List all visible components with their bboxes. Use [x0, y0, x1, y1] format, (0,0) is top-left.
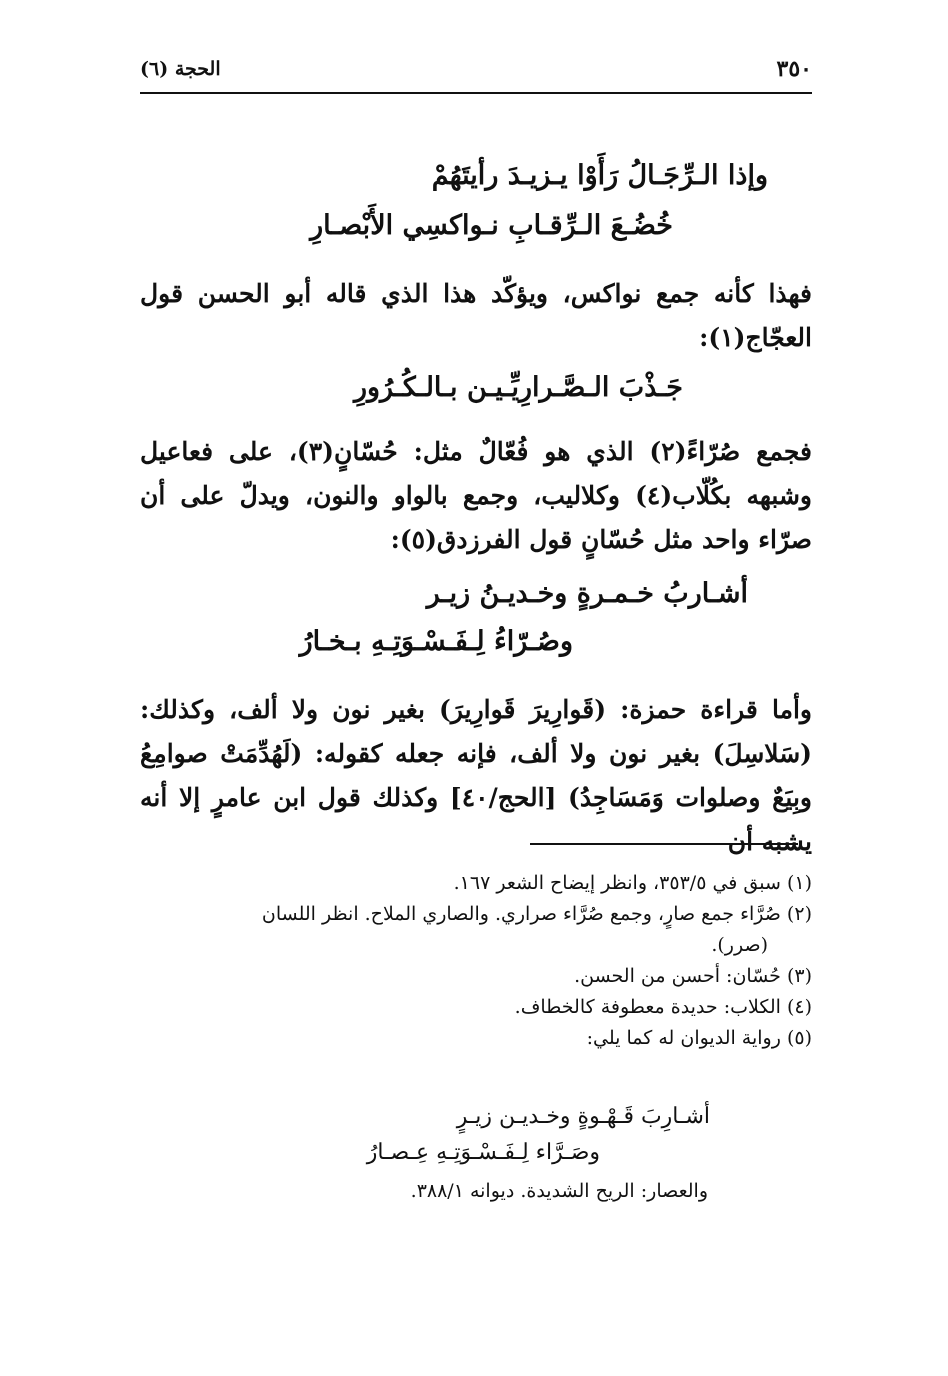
footnotes	[140, 868, 812, 1054]
footnote-5-verse-line-1: أشـارِبَ قَـهْـوةٍ وخـديـن زيـرٍ	[456, 1104, 710, 1129]
running-title: الحجة (٦)	[140, 58, 221, 80]
footnote-3: (٣) حُسّان: أحسن من الحسن.	[574, 965, 812, 987]
page-header	[140, 52, 812, 94]
footnote-5-note: والعصار: الريح الشديدة. ديوانه ٣٨٨/١.	[410, 1180, 708, 1202]
verse-3-line-1: أشـاربُ خـمـرةٍ وخـديـنُ زيـر	[426, 578, 748, 609]
footnote-5: (٥) رواية الديوان له كما يلي:	[586, 1027, 812, 1049]
footnote-1: (١) سبق في ٣٥٣/٥، وانظر إيضاح الشعر ١٦٧.	[453, 872, 812, 894]
page-number: ٣٥٠	[776, 56, 812, 82]
footnote-4: (٤) الكلاب: حديدة معطوفة كالخطاف.	[514, 996, 812, 1018]
verse-2: جَـذْبَ الـصَّـرارِيِّـيـن بـالـكُـرُورِ	[353, 372, 683, 403]
verse-3-line-2: وصُـرّاءُ لِـفَـسْـوَتِـهِ بـخـارُ	[299, 626, 573, 657]
footnote-separator	[530, 843, 798, 845]
verse-1-line-1: وإذا الـرِّجَـالُ رَأَوْا يـزيـدَ رأيتَهُمْ	[431, 160, 768, 191]
paragraph-3: وأما قراءة حمزة: (قَوارِيرَ قَوارِيرَ) بغير نون ولا ألف، وكذلك: (سَلاسِلَ) بغير نون ولا ألف، فإنه جعله كقوله: (لَهُدِّمَتْ صوامِعُ وبِيَعٌ وصلوات وَمَسَاجِدُ) [الحج/٤٠] وكذلك قول ابن عامرٍ إلا أنه يشبه أن	[140, 695, 812, 856]
footnote-5-verse-line-2: وصَـرَّاء لِـفَـسْـوَتِـهِ عِـصـارُ	[366, 1140, 600, 1165]
footnote-2: (٢) صُرَّاء جمع صارٍ، وجمع صُرَّاء صراري. والصاري الملاح. انظر اللسان	[261, 903, 812, 925]
verse-1-line-2: خُضُـعَ الـرِّقـابِ نـواكسِي الأَبْصـارِ	[310, 210, 673, 241]
paragraph-2: فجمع صُرّاءً(٢) الذي هو فُعّالٌ مثل: حُسّانٍ(٣)، على فعاعيل وشبهه بكُلّاب(٤) وكلاليب، وجمع بالواو والنون، ويدلّ على أن صرّاء واحد مثل حُسّانٍ قول الفرزدق(٥):	[140, 437, 812, 554]
footnote-2-continuation: (صرر).	[711, 934, 768, 956]
paragraph-1: فهذا كأنه جمع نواكس، ويؤكّد هذا الذي قاله أبو الحسن قول العجّاج(١):	[140, 279, 812, 352]
